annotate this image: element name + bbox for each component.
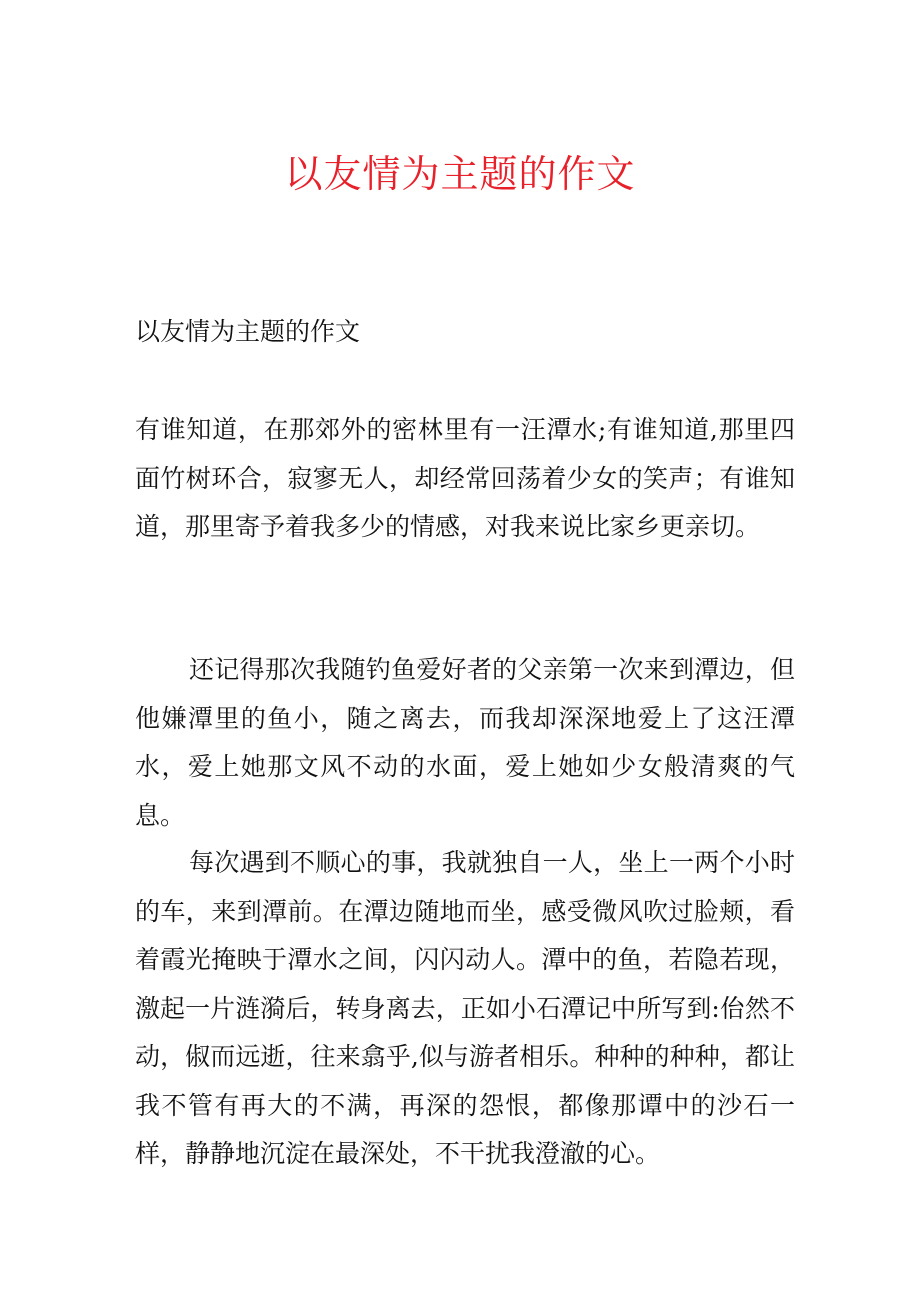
document-subtitle: 以友情为主题的作文 — [135, 317, 361, 346]
document-title: 以友情为主题的作文 — [284, 152, 636, 196]
paragraph-3: 每次遇到不顺心的事，我就独自一人，坐上一两个小时的车，来到潭前。在潭边随地而坐，感受微风吹过脸颊，看着霞光掩映于潭水之间，闪闪动人。潭中的鱼，若隐若现，激起一片涟漪后，转身离去，正如小石潭记中所写到:佁然不动，俶而远逝，往来翕乎,似与游者相乐。种种的种种，都让我不管有再大的不满，再深的怨恨，都像那谭中的沙石一样，静静地沉淀在最深处，不干扰我澄澈的心。 — [135, 848, 795, 1168]
paragraph-1: 有谁知道，在那郊外的密林里有一汪潭水;有谁知道,那里四面竹树环合，寂寥无人，却经常回荡着少女的笑声；有谁知道，那里寄予着我多少的情感，对我来说比家乡更亲切。 — [135, 415, 795, 541]
paragraph-2: 还记得那次我随钓鱼爱好者的父亲第一次来到潭边，但他嫌潭里的鱼小，随之离去，而我却深深地爱上了这汪潭水，爱上她那文风不动的水面，爱上她如少女般清爽的气息。 — [135, 655, 795, 830]
